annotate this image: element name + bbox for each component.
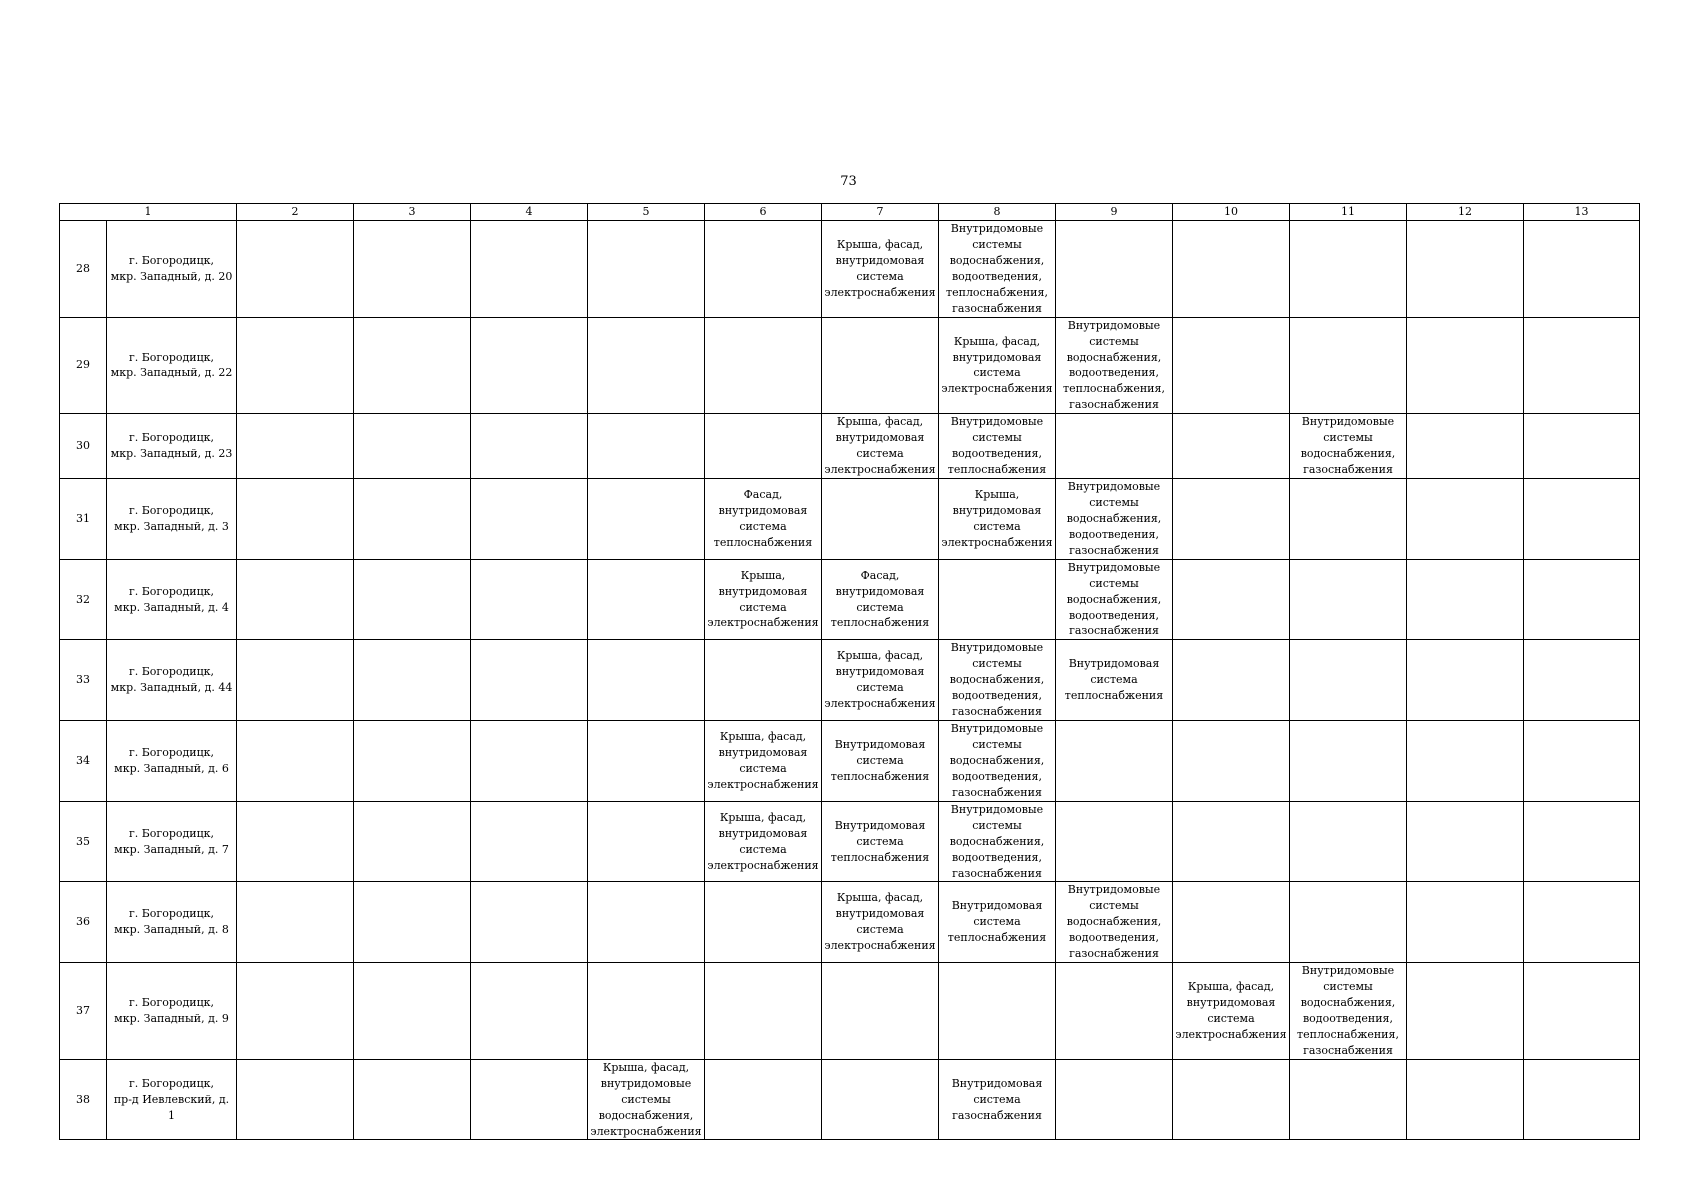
work-cell — [1524, 640, 1640, 721]
work-cell — [1290, 721, 1407, 802]
table-row — [60, 1059, 1640, 1140]
work-cell — [588, 721, 705, 802]
address-text: г. Богородицк, мкр. Западный, д. 44 — [110, 665, 233, 695]
work-cell — [1290, 1059, 1407, 1140]
work-cell — [1407, 640, 1524, 721]
column-header: 7 — [822, 204, 939, 221]
column-header-row — [60, 204, 1640, 221]
row-number: 28 — [60, 221, 107, 318]
table-row — [60, 317, 1640, 414]
work-cell — [822, 801, 939, 882]
work-text: Внутридомовые системы водоснабжения, водоотведения, газоснабжения — [1066, 480, 1162, 557]
work-cell — [1056, 882, 1173, 963]
work-cell — [471, 559, 588, 640]
work-cell — [1173, 1059, 1290, 1140]
address-text: г. Богородицк, мкр. Западный, д. 7 — [114, 826, 229, 856]
work-cell — [237, 963, 354, 1060]
work-text: Внутридомовые системы водоснабжения, газоснабжения — [1300, 415, 1396, 477]
work-text: Крыша, внутридомовая система электроснабжения — [707, 568, 819, 630]
work-cell — [1407, 882, 1524, 963]
work-cell — [1407, 559, 1524, 640]
address-text: г. Богородицк, пр-д Иевлевский, д. 1 — [113, 1076, 230, 1122]
row-number: 35 — [60, 801, 107, 882]
work-cell — [705, 221, 822, 318]
row-number: 30 — [60, 414, 107, 479]
work-cell — [237, 882, 354, 963]
repair-schedule-table — [59, 203, 1640, 1140]
column-header: 8 — [939, 204, 1056, 221]
work-cell — [237, 317, 354, 414]
work-cell — [1173, 479, 1290, 560]
work-cell — [822, 721, 939, 802]
table-row — [60, 640, 1640, 721]
work-cell — [237, 221, 354, 318]
address-text: г. Богородицк, мкр. Западный, д. 8 — [114, 907, 229, 937]
work-text: Внутридомовые системы водоснабжения, водоотведения, теплоснабжения, газоснабжения — [1297, 964, 1399, 1057]
work-cell — [939, 317, 1056, 414]
work-cell — [471, 801, 588, 882]
work-cell — [588, 559, 705, 640]
work-cell — [1056, 317, 1173, 414]
address-text: г. Богородицк, мкр. Западный, д. 9 — [114, 996, 229, 1025]
column-header: 5 — [588, 204, 705, 221]
work-cell — [1173, 640, 1290, 721]
work-cell — [1407, 479, 1524, 560]
work-cell — [1524, 1059, 1640, 1140]
row-number: 31 — [60, 479, 107, 560]
work-cell — [471, 221, 588, 318]
work-cell — [354, 640, 471, 721]
work-cell — [1290, 559, 1407, 640]
work-text: Крыша, фасад, внутридомовая система электроснабжения — [824, 649, 936, 711]
work-text: Крыша, фасад, внутридомовая система электроснабжения — [824, 415, 936, 477]
work-cell — [1524, 721, 1640, 802]
address-cell — [107, 801, 237, 882]
work-cell — [471, 317, 588, 414]
work-cell — [822, 963, 939, 1060]
work-cell — [471, 963, 588, 1060]
address-text: г. Богородицк, мкр. Западный, д. 23 — [110, 431, 233, 461]
work-cell — [471, 1059, 588, 1140]
work-text: Внутридомовая система теплоснабжения — [830, 818, 930, 864]
work-text: Крыша, фасад, внутридомовая система электроснабжения — [707, 810, 819, 872]
work-text: Внутридомовые системы водоснабжения, водоотведения, газоснабжения — [949, 722, 1045, 799]
column-header: 4 — [471, 204, 588, 221]
work-cell — [1173, 317, 1290, 414]
work-cell — [705, 882, 822, 963]
work-cell — [939, 963, 1056, 1060]
work-cell — [1173, 801, 1290, 882]
table-row — [60, 559, 1640, 640]
work-text: Внутридомовые системы водоснабжения, водоотведения, газоснабжения — [949, 802, 1045, 880]
work-cell — [1290, 640, 1407, 721]
work-cell — [588, 221, 705, 318]
column-header: 2 — [237, 204, 354, 221]
work-cell — [1524, 317, 1640, 414]
work-text: Внутридомовые системы водоснабжения, водоотведения, теплоснабжения, газоснабжения — [1063, 318, 1165, 412]
work-cell — [237, 640, 354, 721]
address-cell — [107, 317, 237, 414]
work-text: Внутридомовая система газоснабжения — [951, 1076, 1043, 1122]
work-cell — [354, 479, 471, 560]
work-cell — [1407, 1059, 1524, 1140]
work-cell — [1173, 414, 1290, 479]
column-header: 10 — [1173, 204, 1290, 221]
work-cell — [822, 882, 939, 963]
work-cell — [705, 721, 822, 802]
table-row — [60, 414, 1640, 479]
address-cell — [107, 1059, 237, 1140]
address-cell — [107, 721, 237, 802]
table-row — [60, 963, 1640, 1060]
work-cell — [354, 317, 471, 414]
work-cell — [1407, 317, 1524, 414]
work-text: Крыша, фасад, внутридомовая система электроснабжения — [707, 730, 819, 791]
work-text: Внутридомовые системы водоснабжения, водоотведения, газоснабжения — [1066, 560, 1162, 638]
column-header: 3 — [354, 204, 471, 221]
work-cell — [1056, 221, 1173, 318]
work-text: Внутридомовые системы водоснабжения, водоотведения, газоснабжения — [1066, 883, 1162, 961]
work-cell — [237, 414, 354, 479]
work-text: Крыша, фасад, внутридомовая система электроснабжения — [824, 237, 936, 299]
address-text: г. Богородицк, мкр. Западный, д. 22 — [110, 350, 233, 380]
work-cell — [705, 640, 822, 721]
address-text: г. Богородицк, мкр. Западный, д. 20 — [110, 253, 233, 283]
work-cell — [705, 1059, 822, 1140]
work-cell — [1173, 963, 1290, 1060]
work-cell — [1407, 721, 1524, 802]
work-text: Крыша, фасад, внутридомовая система электроснабжения — [824, 891, 936, 953]
work-cell — [354, 963, 471, 1060]
address-cell — [107, 963, 237, 1060]
work-cell — [1173, 882, 1290, 963]
work-cell — [588, 640, 705, 721]
row-number: 34 — [60, 721, 107, 802]
work-cell — [588, 479, 705, 560]
column-header: 1 — [60, 204, 237, 221]
address-text: г. Богородицк, мкр. Западный, д. 3 — [114, 503, 229, 533]
row-number: 33 — [60, 640, 107, 721]
column-header: 11 — [1290, 204, 1407, 221]
work-cell — [354, 221, 471, 318]
work-cell — [939, 801, 1056, 882]
work-cell — [939, 414, 1056, 479]
table-body — [60, 221, 1640, 1140]
column-header: 13 — [1524, 204, 1640, 221]
work-cell — [1056, 721, 1173, 802]
page-number: 73 — [840, 174, 857, 189]
table-row — [60, 479, 1640, 560]
work-cell — [705, 801, 822, 882]
address-cell — [107, 882, 237, 963]
row-number: 38 — [60, 1059, 107, 1140]
address-text: г. Богородицк, мкр. Западный, д. 4 — [114, 584, 229, 614]
work-cell — [588, 801, 705, 882]
work-cell — [939, 479, 1056, 560]
work-cell — [471, 882, 588, 963]
work-cell — [822, 221, 939, 318]
work-cell — [1290, 963, 1407, 1060]
column-header: 9 — [1056, 204, 1173, 221]
work-cell — [1524, 882, 1640, 963]
work-cell — [471, 721, 588, 802]
work-cell — [1407, 801, 1524, 882]
work-cell — [588, 317, 705, 414]
work-cell — [1290, 414, 1407, 479]
work-cell — [1524, 479, 1640, 560]
work-cell — [1524, 414, 1640, 479]
work-cell — [1173, 559, 1290, 640]
work-cell — [1290, 221, 1407, 318]
work-cell — [588, 1059, 705, 1140]
work-text: Внутридомовые системы водоснабжения, водоотведения, теплоснабжения, газоснабжения — [946, 222, 1048, 315]
work-cell — [1524, 801, 1640, 882]
work-cell — [939, 221, 1056, 318]
work-cell — [1407, 963, 1524, 1060]
work-cell — [939, 882, 1056, 963]
work-cell — [1290, 882, 1407, 963]
table-row — [60, 882, 1640, 963]
work-cell — [1056, 801, 1173, 882]
work-cell — [1407, 221, 1524, 318]
work-cell — [705, 317, 822, 414]
work-cell — [705, 559, 822, 640]
work-cell — [939, 721, 1056, 802]
column-header: 12 — [1407, 204, 1524, 221]
work-text: Крыша, фасад, внутридомовая система электроснабжения — [1175, 980, 1287, 1041]
table-row — [60, 721, 1640, 802]
work-cell — [939, 1059, 1056, 1140]
work-cell — [822, 414, 939, 479]
work-cell — [237, 479, 354, 560]
work-cell — [237, 801, 354, 882]
work-cell — [237, 721, 354, 802]
work-text: Фасад, внутридомовая система теплоснабжения — [713, 487, 813, 549]
work-text: Внутридомовые системы водоотведения, теплоснабжения — [947, 415, 1047, 477]
row-number: 32 — [60, 559, 107, 640]
work-cell — [822, 317, 939, 414]
work-cell — [939, 640, 1056, 721]
row-number: 36 — [60, 882, 107, 963]
work-text: Крыша, внутридомовая система электроснабжения — [941, 487, 1053, 549]
row-number: 37 — [60, 963, 107, 1060]
address-cell — [107, 559, 237, 640]
work-cell — [588, 882, 705, 963]
work-cell — [1407, 414, 1524, 479]
work-cell — [1056, 479, 1173, 560]
work-cell — [1524, 963, 1640, 1060]
work-text: Фасад, внутридомовая система теплоснабжения — [830, 568, 930, 630]
work-cell — [588, 963, 705, 1060]
work-cell — [354, 721, 471, 802]
work-cell — [939, 559, 1056, 640]
table-row — [60, 801, 1640, 882]
work-cell — [1056, 559, 1173, 640]
work-cell — [705, 479, 822, 560]
work-cell — [588, 414, 705, 479]
work-cell — [354, 559, 471, 640]
work-cell — [354, 414, 471, 479]
work-cell — [705, 414, 822, 479]
work-cell — [354, 1059, 471, 1140]
work-cell — [822, 479, 939, 560]
work-cell — [471, 414, 588, 479]
address-text: г. Богородицк, мкр. Западный, д. 6 — [114, 745, 229, 775]
work-cell — [1173, 221, 1290, 318]
work-cell — [471, 640, 588, 721]
work-cell — [237, 559, 354, 640]
address-cell — [107, 640, 237, 721]
work-cell — [1056, 963, 1173, 1060]
address-cell — [107, 221, 237, 318]
work-text: Крыша, фасад, внутридомовая система электроснабжения — [941, 334, 1053, 396]
address-cell — [107, 414, 237, 479]
column-header: 6 — [705, 204, 822, 221]
work-text: Внутридомовая система теплоснабжения — [830, 738, 930, 783]
work-cell — [1290, 801, 1407, 882]
work-text: Крыша, фасад, внутридомовые системы водоснабжения, электроснабжения — [590, 1060, 702, 1138]
work-cell — [471, 479, 588, 560]
table-row — [60, 221, 1640, 318]
row-number: 29 — [60, 317, 107, 414]
work-cell — [1290, 317, 1407, 414]
work-cell — [822, 1059, 939, 1140]
work-cell — [822, 559, 939, 640]
work-cell — [1056, 640, 1173, 721]
work-cell — [822, 640, 939, 721]
work-text: Внутридомовые системы водоснабжения, водоотведения, газоснабжения — [949, 641, 1045, 719]
work-cell — [354, 801, 471, 882]
work-cell — [705, 963, 822, 1060]
work-cell — [1524, 559, 1640, 640]
work-cell — [1173, 721, 1290, 802]
work-text: Внутридомовая система теплоснабжения — [1064, 657, 1164, 703]
work-cell — [1056, 1059, 1173, 1140]
work-text: Внутридомовая система теплоснабжения — [947, 899, 1047, 945]
work-cell — [1524, 221, 1640, 318]
work-cell — [237, 1059, 354, 1140]
work-cell — [1056, 414, 1173, 479]
address-cell — [107, 479, 237, 560]
work-cell — [354, 882, 471, 963]
work-cell — [1290, 479, 1407, 560]
